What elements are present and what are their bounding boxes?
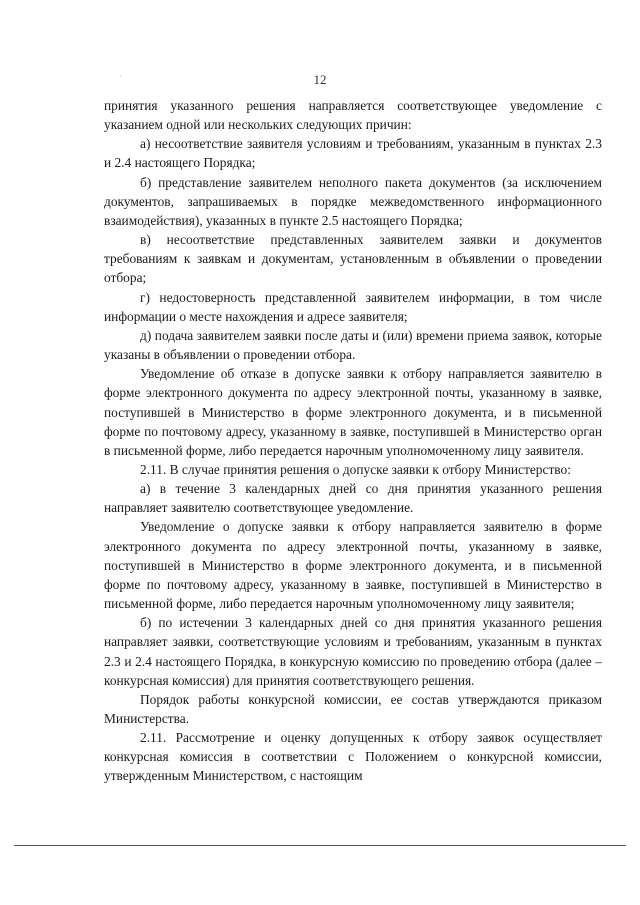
rejection-notice-paragraph: Уведомление об отказе в допуске заявки к отбору направляется заявителю в форме электронного документа по адресу электронной почты, указанному в заявке, поступившей в Министерство в форме электронного документа, и в письменной форме по почтовому адресу, указанному в заявке, поступившей в Министерство орган в письменной форме, либо передается нарочным уполномоченному лицу заявителя.	[104, 366, 602, 458]
scan-mark: ·	[119, 72, 122, 81]
body-text	[104, 96, 602, 786]
clause-2-11-review-paragraph: 2.11. Рассмотрение и оценку допущенных к отбору заявок осуществляет конкурсная комиссия в соответствии с Положением о конкурсной комиссии, утвержденным Министерством, с настоящим	[104, 730, 602, 784]
admission-notice-paragraph: Уведомление о допуске заявки к отбору направляется заявителю в форме электронного документа по адресу электронной почты, указанному в заявке, поступившей в Министерство в форме электронного документа, и в письменной форме по почтовому адресу, указанному в заявке, поступившей в Министерство в письменной форме, либо передается нарочным уполномоченному лицу заявителя;	[104, 519, 602, 612]
page-number: 12	[313, 72, 327, 87]
commission-order-paragraph: Порядок работы конкурсной комиссии, ее состав утверждаются приказом Министерства.	[104, 691, 602, 726]
page-bottom-rule	[14, 845, 626, 846]
clause-2-11-paragraph: 2.11. В случае принятия решения о допуске заявки к отбору Министерство:	[140, 461, 571, 477]
clause-2-11-a: а) в течение 3 календарных дней со дня принятия указанного решения направляет заявителю соответствующее уведомление.	[104, 481, 602, 516]
reason-d: д) подача заявителем заявки после даты и (или) времени приема заявок, которые указаны в объявлении о проведении отбора.	[104, 327, 602, 363]
reason-g: г) недостоверность представленной заявителем информации, в том числе информации о месте нахождения и адресе заявителя;	[104, 289, 602, 324]
reason-v: в) несоответствие представленных заявителем заявки и документов требованиям к заявкам и документам, установленным в объявлении о проведении отбора;	[104, 232, 602, 286]
reason-b: б) представление заявителем неполного пакета документов (за исключением документов, запрашиваемых в порядке межведомственного информационного взаимодействия), указанных в пункте 2.5 настоящего Порядка;	[104, 174, 602, 228]
clause-2-11-b: б) по истечении 3 календарных дней со дня принятия указанного решения направляет заявки, соответствующие условиям и требованиям, указанным в пунктах 2.3 и 2.4 настоящего Порядка, в конкурсную комиссию по проведению отбора (далее – конкурсная комиссия) для принятия соответствующего решения.	[104, 615, 602, 688]
paragraph-continuation: принятия указанного решения направляется соответствующее уведомление с указанием одной или нескольких следующих причин:	[104, 98, 602, 133]
reason-a: а) несоответствие заявителя условиям и требованиям, указанным в пунктах 2.3 и 2.4 настоящего Порядка;	[104, 136, 602, 171]
